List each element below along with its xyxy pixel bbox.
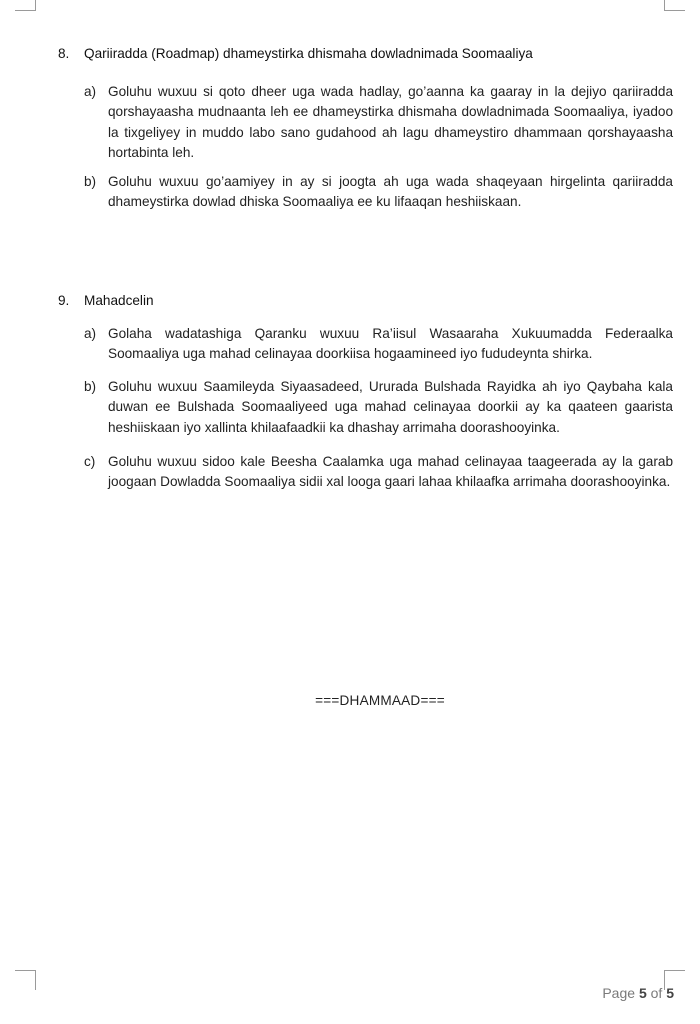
section-title: Mahadcelin — [84, 293, 154, 308]
page-corner-bottom-left — [15, 970, 36, 990]
document-end-mark: ===DHAMMAAD=== — [315, 693, 445, 708]
item-letter: c) — [84, 454, 96, 469]
section-number: 8. — [58, 46, 70, 61]
section-8-heading — [58, 46, 533, 61]
page-corner-top-left — [15, 0, 36, 11]
item-letter: a) — [84, 326, 97, 341]
section-number: 9. — [58, 293, 70, 308]
page-number — [602, 985, 674, 1001]
of-word: of — [650, 985, 663, 1001]
section-9-item-a — [84, 324, 673, 365]
item-letter: a) — [84, 84, 97, 99]
item-letter: b) — [84, 174, 97, 189]
page-word: Page — [602, 985, 636, 1001]
item-text: Golaha wadatashiga Qaranku wuxuu Ra’iisul Wasaaraha Xukuumadda Federaalka Soomaaliya uga mahad celinayaa doorkiisa hogaamineed iyo fududeynta shirka. — [108, 326, 673, 362]
current-page: 5 — [638, 985, 647, 1001]
section-9-item-c — [84, 452, 673, 493]
section-title: Qariiradda (Roadmap) dhameystirka dhismaha dowladnimada Soomaaliya — [84, 46, 533, 61]
section-8-item-a — [84, 82, 673, 163]
section-9-heading — [58, 293, 154, 308]
item-letter: b) — [84, 379, 97, 394]
section-9-item-b — [84, 377, 673, 438]
page-corner-top-right — [664, 0, 685, 11]
item-text: Goluhu wuxuu sidoo kale Beesha Caalamka uga mahad celinayaa taageerada ay la garab joogaan Dowladda Soomaaliya sidii xal looga gaari lahaa khilaafka arrimaha doorashooyinka. — [108, 454, 673, 490]
section-8-item-b — [84, 172, 673, 213]
item-text: Goluhu wuxuu si qoto dheer uga wada hadlay, go’aanna ka gaaray in la dejiyo qariiradda qorshayaasha mudnaanta leh ee dhameystirka dhismaha dowladnimada Soomaaliya, iyadoo la tixgeliyey in muddo labo sano gudahood ah lagu dhameystiro dhammaan qorshayaasha hortabinta leh. — [108, 84, 673, 160]
item-text: Goluhu wuxuu Saamileyda Siyaasadeed, Ururada Bulshada Rayidka ah iyo Qaybaha kala duwan ee Bulshada Soomaaliyeed uga mahad celinayaa doorkii ay ka qaateen gaarista heshiiskaan iyo xallinta khilaafaadkii ka dhashay arrimaha doorashooyinka. — [108, 379, 673, 435]
item-text: Goluhu wuxuu go’aamiyey in ay si joogta ah uga wada shaqeyaan hirgelinta qariiradda dhameystirka dowlad dhiska Soomaaliya ee ku lifaaqan heshiiskaan. — [108, 174, 673, 210]
total-pages: 5 — [666, 985, 674, 1001]
